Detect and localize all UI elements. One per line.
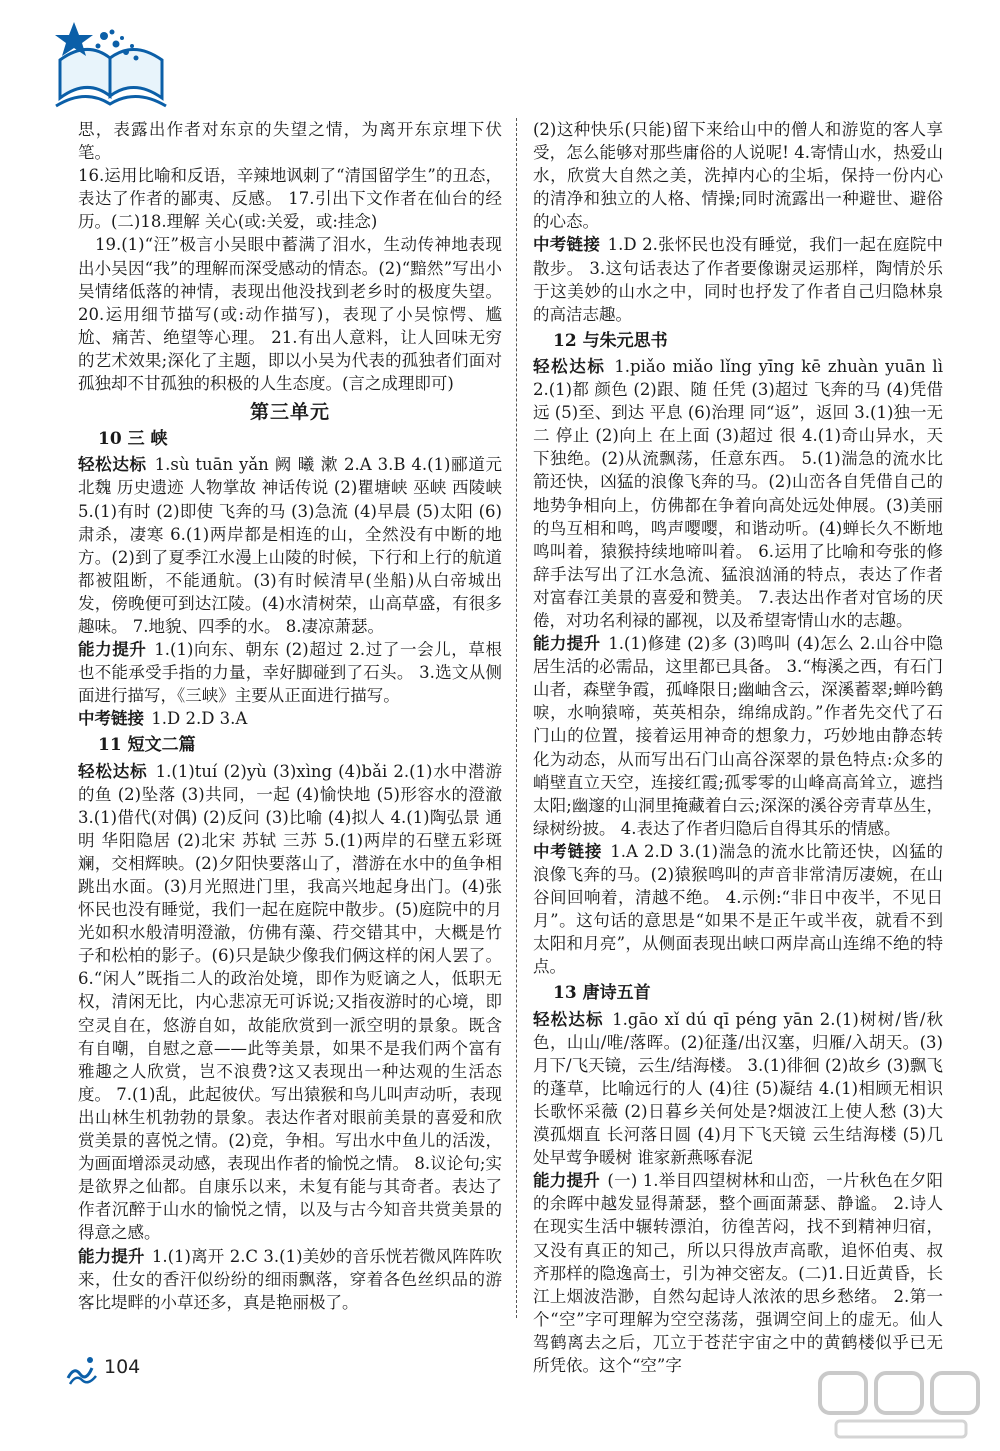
answer-paragraph bbox=[78, 118, 502, 164]
answer-paragraph bbox=[78, 707, 502, 730]
section-tag: 中考链接 bbox=[533, 235, 601, 255]
answer-text: 1.gāo xǐ dú qī péng yān 2.(1)树树/皆/秋色，山山/唯/落晖。(2)征蓬/出汉塞，归雁/入胡天。(3)月下/飞天镜，云生/结海楼。 3.(1)徘徊 (2)故乡 (3)飘飞的蓬草，比喻远行的人 (4)往 (5)凝结 4.(1)相顾无相识 长歌怀采薇 (2)日暮乡关何处是?烟波江上使人愁 (3)大漠孤烟直 长河落日圆 (4)月下飞天镜 云生结海楼 (5)几处早莺争暖树 谁家新燕啄春泥 bbox=[533, 1009, 944, 1168]
lesson-title bbox=[553, 982, 943, 1005]
section-tag: 中考链接 bbox=[533, 841, 603, 861]
section-tag: 轻松达标 bbox=[78, 761, 148, 781]
answer-text: 12 与朱元思书 bbox=[553, 330, 668, 351]
answer-paragraph bbox=[533, 355, 943, 632]
answer-text: 1.(1)向东、朝东 (2)超过 2.过了一会儿，草根也不能承受手指的力量，幸好脚碰到了石头。 3.选文从侧面进行描写，《三峡》主要从正面进行描写。 bbox=[78, 640, 502, 706]
left-column bbox=[78, 118, 502, 1314]
section-tag: 能力提升 bbox=[533, 1171, 600, 1191]
answer-text: 1.D 2.D 3.A bbox=[146, 709, 248, 729]
answer-text: 11 短文二篇 bbox=[98, 735, 196, 756]
answer-paragraph bbox=[78, 1245, 502, 1314]
section-tag: 能力提升 bbox=[78, 640, 147, 660]
answer-text: 1.(1)离开 2.C 3.(1)美妙的音乐恍若微风阵阵吹来，仕女的香汗似纷纷的细雨飘落，穿着各色丝织品的游客比堤畔的小草还多，真是艳丽极了。 bbox=[78, 1246, 502, 1312]
page-footer bbox=[66, 1352, 141, 1392]
section-tag: 轻松达标 bbox=[533, 1009, 604, 1029]
answer-paragraph bbox=[533, 1169, 943, 1377]
section-tag: 能力提升 bbox=[78, 1246, 145, 1266]
unit-heading bbox=[78, 401, 502, 424]
answer-text: 1.(1)修建 (2)多 (3)鸣叫 (4)怎么 2.山谷中隐居生活的必需品，这里都已具备。 3.“梅溪之西，有石门山者，森壁争霞，孤峰限日;幽岫含云，深溪蓄翠;蝉吟鹤唳，水响猿啼，英英相杂，绵绵成韵。”作者先交代了石门山的位置，接着运用神奇的想象力，巧妙地由静态转化为动态，从而写出石门山高谷深翠的景色特点:众多的峭壁直立天空，连接红霞;孤零零的山峰高高耸立，遮挡太阳;幽邃的山洞里掩藏着白云;深深的溪谷旁青草丛生，绿树纷披。 4.表达了作者归隐后自得其乐的情感。 bbox=[533, 634, 944, 838]
answer-paragraph bbox=[78, 233, 502, 395]
section-tag: 轻松达标 bbox=[533, 356, 606, 376]
answer-text: 第三单元 bbox=[249, 401, 330, 424]
answer-text: 19.(1)“汪”极言小吴眼中蓄满了泪水，生动传神地表现出小吴因“我”的理解而深受感动的情态。(2)“黯然”写出小吴情绪低落的神情，表现出他没找到老乡时的极度失望。 20.运用细节描写(或:动作描写)，表现了小吴惊愕、尴尬、痛苦、绝望等心理。 21.有出人意料，让人回味无穷的艺术效果;深化了主题，即以小吴为代表的孤独者们面对孤独却不甘孤独的积极的人生态度。(言之成理即可) bbox=[78, 235, 502, 394]
answer-text: 1.(1)tuí (2)yù (3)xìng (4)bǎi 2.(1)水中潜游的鱼 (2)坠落 (3)共同，一起 (4)愉快地 (5)形容水的澄澈 3.(1)借代(对偶) (2)反问 (3)比喻 (4)拟人 4.(1)陶弘景 通明 华阳隐居 (2)北宋 苏轼 三苏 5.(1)两岸的石壁五彩斑斓，交相辉映。(2)夕阳快要落山了，潜游在水中的鱼争相跳出水面。(3)月光照进门里，我高兴地起身出门。(4)张怀民也没有睡觉，我们一起在庭院中散步。(5)庭院中的月光如积水般清明澄澈，仿佛有藻、荇交错其中，大概是竹子和松柏的影子。(6)只是缺少像我们俩这样的闲人罢了。 6.“闲人”既指二人的政治处境，即作为贬谪之人，低职无权，清闲无比，内心悲凉无可诉说;又指夜游时的心境，即空灵自在，悠游自如，故能欣赏到一派空明的景象。既含有自嘲，自慰之意——此等美景，如果不是我们两个富有雅趣之人欣赏，岂不浪费?这又表现出一种达观的生活态度。 7.(1)乱，此起彼伏。写出猿猴和鸟儿叫声动听，表现出山林生机勃勃的景象。表达作者对眼前美景的喜爱和欣赏美景的喜悦之情。(2)竞，争相。写出水中鱼儿的活泼，为画面增添灵动感，表现出作者的愉悦之情。 8.议论句;实是欲界之仙都。自康乐以来，未复有能与其奇者。表达了作者沉醉于山水的愉悦之情，以及与古今知音共赏美景的得意之感。 bbox=[78, 761, 502, 1243]
answer-paragraph bbox=[533, 632, 943, 840]
answer-text: 1.A 2.D 3.(1)湍急的流水比箭还快，凶猛的浪像飞奔的马。(2)猿猴鸣叫的声音非常清厉凄婉，在山谷间回响着，清越不绝。 4.示例:“非日中夜半，不见日月”。这句话的意思是“如果不是正午或半夜，就看不到太阳和月亮”，从侧面表现出峡口两岸高山连绵不绝的特点。 bbox=[533, 841, 943, 977]
answer-text: 13 唐诗五首 bbox=[553, 983, 651, 1004]
lesson-title bbox=[98, 428, 502, 451]
answer-paragraph bbox=[533, 118, 943, 233]
lesson-title bbox=[98, 734, 502, 757]
answer-paragraph bbox=[78, 760, 502, 1245]
answer-text: 1.D 2.张怀民也没有睡觉，我们一起在庭院中散步。 3.这句话表达了作者要像谢灵运那样，陶情於乐于这美妙的山水之中，同时也抒发了作者自己归隐林泉的高洁志趣。 bbox=[533, 235, 943, 324]
page-number: 104 bbox=[104, 1356, 141, 1378]
answer-text: 1.piǎo miǎo lǐng yīng kē zhuàn yuān lì 2.(1)都 颜色 (2)跟、随 任凭 (3)超过 飞奔的马 (4)凭借 远 (5)至、到达 平息 (6)治理 同“返”，返回 3.(1)独一无二 停止 (2)向上 在上面 (3)超过 很 4.(1)奇山异水，天下独绝。(2)从流飘荡，任意东西。 5.(1)湍急的流水比箭还快，凶猛的浪像飞奔的马。(2)山峦各自凭借自己的地势争相向上，仿佛都在争着向高处远处伸展。(3)美丽的鸟互相和鸣，鸣声嘤嘤，和谐动听。(4)蝉长久不断地鸣叫着，猿猴持续地啼叫着。 6.运用了比喻和夸张的修辞手法写出了江水急流、猛浪汹涌的特点，表达了作者对富春江美景的喜爱和赞美。 7.表达出作者对官场的厌倦，对功名利禄的鄙视，以及希望寄情山水的志趣。 bbox=[533, 356, 943, 630]
answer-paragraph bbox=[78, 638, 502, 707]
column-divider bbox=[516, 118, 517, 1318]
section-tag: 轻松达标 bbox=[78, 455, 147, 475]
answer-paragraph bbox=[533, 233, 943, 325]
book-star-logo bbox=[52, 18, 172, 114]
answer-text: (一) 1.举目四望树林和山峦，一片秋色在夕阳的余晖中越发显得萧瑟，整个画面萧瑟、静谧。 2.诗人在现实生活中辗转漂泊，彷徨苦闷，找不到精神归宿，又没有真正的知己，所以只得放声高歌，追怀伯夷、叔齐那样的隐逸高士，引为神交密友。(二)1.日近黄昏，长江上烟波浩渺，自然勾起诗人浓浓的思乡愁绪。 2.第一个“空”字可理解为空空荡荡，强调空间上的虚无。仙人驾鹤离去之后，兀立于苍茫宇宙之中的黄鹤楼似乎已无所凭依。这个“空”字 bbox=[533, 1171, 944, 1375]
answer-text: (2)这种快乐(只能)留下来给山中的僧人和游览的客人享受，怎么能够对那些庸俗的人说呢! 4.寄情山水，热爱山水，欣赏大自然之美，洗掉内心的尘垢，保持一份内心的清净和独立的人格、情操;同时流露出一种避世、避俗的心态。 bbox=[533, 120, 943, 232]
answer-text: 10 三 峡 bbox=[98, 429, 168, 450]
answer-text: 思，表露出作者对东京的失望之情，为离开东京埋下伏笔。 bbox=[78, 120, 502, 163]
lesson-title bbox=[553, 330, 943, 353]
section-tag: 中考链接 bbox=[78, 709, 144, 729]
book-icon bbox=[60, 49, 110, 98]
answer-paragraph bbox=[78, 164, 502, 233]
answer-paragraph bbox=[78, 453, 502, 638]
section-tag: 能力提升 bbox=[533, 634, 601, 654]
answer-paragraph bbox=[533, 1008, 943, 1170]
answer-text: 16.运用比喻和反语，辛辣地讽刺了“清国留学生”的丑态，表达了作者的鄙夷、反感。 17.引出下文作者在仙台的经历。(二)18.理解 关心(或:关爱，或:挂念) bbox=[78, 166, 502, 232]
watermark-logo bbox=[816, 1369, 986, 1441]
right-column bbox=[533, 118, 943, 1377]
wave-icon bbox=[66, 1352, 102, 1388]
answer-text: 1.sù tuān yǎn 阙 曦 漱 2.A 3.B 4.(1)郦道元 北魏 历史遗迹 人物掌故 神话传说 (2)瞿塘峡 巫峡 西陵峡 5.(1)有时 (2)即使 飞奔的马 (3)急流 (4)早晨 (5)太阳 (6)肃杀，凄寒 6.(1)两岸都是相连的山，全然没有中断的地方。(2)到了夏季江水漫上山陵的时候，下行和上行的航道都被阻断，不能通航。(3)有时候清早(坐船)从白帝城出发，傍晚便可到达江陵。(4)水清树荣，山高草盛，有很多趣味。 7.地貌、四季的水。 8.凄凉萧瑟。 bbox=[78, 455, 502, 636]
answer-paragraph bbox=[533, 840, 943, 979]
